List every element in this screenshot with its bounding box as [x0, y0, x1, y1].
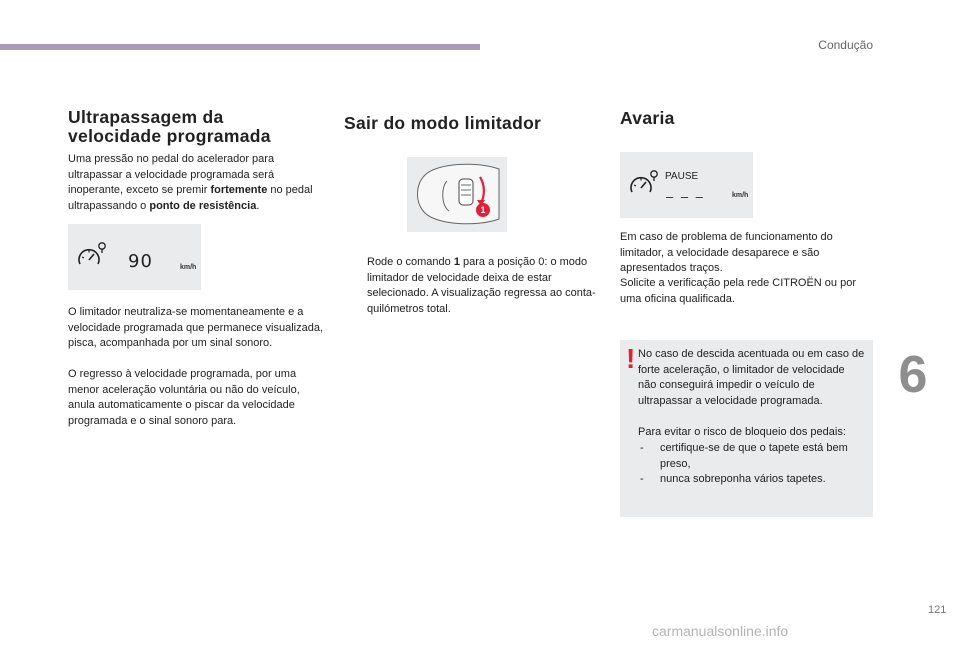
fault-display	[620, 152, 753, 218]
page-number: 121	[928, 604, 947, 616]
callout-marker-1: 1	[476, 203, 490, 217]
heading-overtaking: Ultrapassagem da velocidade programada	[68, 107, 271, 146]
warning-icon: !	[626, 343, 636, 374]
list-item: - certifique-se de que o tapete está bem preso,	[640, 442, 848, 470]
steering-control-image	[407, 157, 507, 232]
paragraph-return: O regresso à velocidade programada, por uma menor aceleração voluntária ou não do veículo, anula automaticamente o piscar da velocidade programada e o sinal sonoro para.	[68, 368, 300, 427]
paragraph-overtaking: Uma pressão no pedal do acelerador para ultrapassar a velocidade programada será inoperante, exceto se premir fortemente no pedal ultrapassando o ponto de resistência.	[68, 153, 313, 212]
list-item: - nunca sobreponha vários tapetes.	[638, 472, 868, 488]
watermark: carmanualsonline.info	[652, 623, 789, 639]
heading-fault: Avaria	[620, 108, 675, 128]
paragraph-service: Solicite a verificação pela rede CITROËN ou por uma oficina qualificada.	[620, 277, 856, 305]
paragraph-neutralize: O limitador neutraliza-se momentaneamente e a velocidade programada que permanece visualizada, pisca, acompanhada por um sinal sonoro.	[68, 306, 323, 350]
dash-marker: -	[640, 473, 644, 486]
header-accent-bar	[0, 44, 480, 50]
paragraph-exit-step: Rode o comando 1 para a posição 0: o modo limitador de velocidade deixa de estar selecionado. A visualização regressa ao conta-quilómetros total.	[367, 256, 596, 315]
lock-icon	[97, 242, 107, 254]
lock-icon	[649, 170, 659, 182]
section-title: Condução	[818, 38, 873, 52]
speed-unit: km/h	[180, 264, 197, 271]
speed-unit: km/h	[732, 192, 749, 199]
heading-exit-limiter: Sair do modo limitador	[344, 113, 542, 133]
speed-display-90	[68, 224, 201, 290]
warning-list	[638, 441, 868, 488]
warning-text: No caso de descida acentuada ou em caso de forte aceleração, o limitador de velocidade não conseguirá impedir o veículo de ultrapassar a velocidade programada.	[638, 348, 865, 407]
warning-pedal-intro: Para evitar o risco de bloqueio dos pedais:	[638, 426, 846, 438]
speed-control-stalk-icon	[407, 157, 507, 232]
pause-label: PAUSE	[665, 171, 699, 182]
dash-marker: -	[640, 442, 644, 454]
speed-value: 90	[128, 251, 153, 272]
paragraph-fault: Em caso de problema de funcionamento do limitador, a velocidade desaparece e são apresentados traços.	[620, 231, 833, 275]
speed-dashes: – – –	[666, 189, 705, 204]
chapter-number: 6	[898, 346, 928, 404]
